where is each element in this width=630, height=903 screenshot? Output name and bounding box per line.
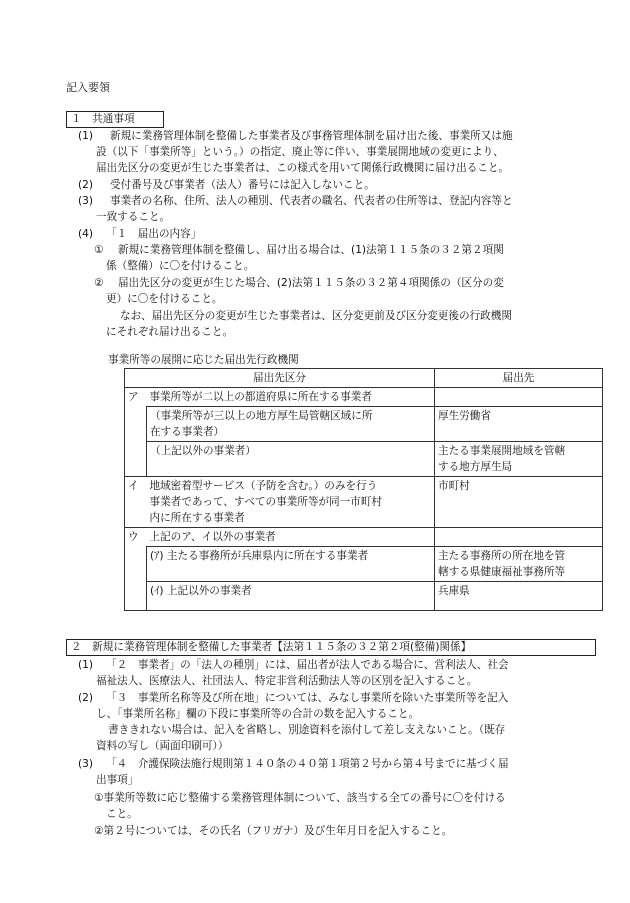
table-row-a2 bbox=[125, 442, 603, 477]
row-a1-spacer bbox=[125, 407, 147, 442]
s1-note-line1: なお、届出先区分の変更が生じた事業者は、区分変更前及び区分変更後の行政機関 bbox=[120, 310, 512, 322]
row-a2-dest-line2: する地方厚生局 bbox=[438, 461, 513, 473]
row-u2-dest: 兵庫県 bbox=[435, 582, 603, 611]
s2-note-line2: 資料の写し（両面印刷可）） bbox=[96, 740, 229, 752]
row-a2-spacer bbox=[125, 442, 147, 477]
s1-item1-line2: 設（以下「事業所等」という。）の指定、廃止等に伴い、事業展開地域の変更により、 bbox=[96, 146, 504, 158]
s1-note-line2: にそれぞれ届け出ること。 bbox=[106, 326, 234, 338]
s1-item2-num: (2) bbox=[78, 179, 94, 191]
document-title: 記入要領 bbox=[66, 81, 110, 94]
s2-item1-num: (1) bbox=[78, 659, 94, 671]
row-i-text bbox=[147, 477, 435, 528]
row-i-text-line3: 内に所在する事業者 bbox=[149, 512, 245, 524]
s1-sub1-num: ① bbox=[94, 244, 104, 256]
s2-item1-line2: 福祉法人、医療法人、社団法人、特定非営利活動法人等の区別を記入すること。 bbox=[96, 675, 478, 687]
s2-sub-line1: ①事業所等数に応じ整備する業務管理体制について、該当する全ての番号に〇を付ける bbox=[94, 792, 506, 804]
row-a1-dest: 厚生労働省 bbox=[435, 407, 603, 442]
s2-item2-line2: し、「事業所名称」欄の下段に事業所等の合計の数を記入すること。 bbox=[96, 708, 420, 720]
row-a2-dest-line1: 主たる事業展開地域を管轄 bbox=[438, 445, 566, 457]
s2-item3-line2: 出事項」 bbox=[96, 774, 139, 786]
s1-sub1-line1: 新規に業務管理体制を整備し、届け出る場合は、(1)法第１１５条の３２第２項関 bbox=[118, 244, 504, 256]
row-u1-dest bbox=[435, 547, 603, 582]
s1-item3-num: (3) bbox=[78, 195, 94, 207]
table-caption: 事業所等の展開に応じた届出先行政機関 bbox=[108, 354, 299, 366]
s1-item4-num: (4) bbox=[78, 228, 94, 240]
row-u2-text: (ｲ) 上記以外の事業者 bbox=[147, 582, 435, 611]
row-u-text: 上記のア、イ以外の事業者 bbox=[147, 528, 435, 547]
s1-item1-line1: 新規に業務管理体制を整備した事業者及び事務管理体制を届け出た後、事業所又は施 bbox=[110, 130, 513, 142]
s1-item3-line2: 一致すること。 bbox=[96, 211, 171, 223]
table-row-i bbox=[125, 477, 603, 528]
row-u1-spacer bbox=[125, 547, 147, 582]
section1-heading: １ 共通事項 bbox=[71, 113, 135, 125]
row-u-label: ウ bbox=[125, 528, 147, 547]
row-a2-dest bbox=[435, 442, 603, 477]
destination-table bbox=[124, 368, 603, 611]
section2-heading: ２ 新規に業務管理体制を整備した事業者【法第１１５条の３２第２項(整備)関係】 bbox=[71, 641, 472, 653]
row-a1-text bbox=[147, 407, 435, 442]
s1-item4-line1: 「１ 届出の内容」 bbox=[106, 228, 202, 240]
table-row-a1 bbox=[125, 407, 603, 442]
section2-heading-box bbox=[66, 639, 596, 656]
row-a-text: 事業所等が二以上の都道府県に所在する事業者 bbox=[147, 388, 435, 407]
row-i-text-line1: 地域密着型サービス（予防を含む。）のみを行う bbox=[149, 480, 378, 492]
s2-note-line1: 書ききれない場合は、記入を省略し、別途資料を添付して差し支えないこと。（既存 bbox=[108, 724, 506, 736]
row-u-dest bbox=[435, 528, 603, 547]
s1-sub2-line2: 更）に〇を付けること。 bbox=[106, 293, 223, 305]
table-row-a bbox=[125, 388, 603, 407]
row-a1-text-line2: 在する事業者） bbox=[150, 426, 225, 438]
s2-item2-line1: 「３ 事業所名称等及び所在地」については、みなし事業所を除いた事業所等を記入 bbox=[106, 692, 509, 704]
s2-item2-num: (2) bbox=[78, 692, 94, 704]
s1-item1-num: (1) bbox=[78, 130, 94, 142]
table-header-row bbox=[125, 369, 603, 388]
header-category: 届出先区分 bbox=[125, 369, 435, 388]
row-a-dest bbox=[435, 388, 603, 407]
table-row-u2 bbox=[125, 582, 603, 611]
row-i-label: イ bbox=[125, 477, 147, 528]
row-a-label: ア bbox=[125, 388, 147, 407]
row-u2-spacer bbox=[125, 582, 147, 611]
header-destination: 届出先 bbox=[435, 369, 603, 388]
s2-item3-line1: 「４ 介護保険法施行規則第１４０条の４０第１項第２号から第４号までに基づく届 bbox=[106, 758, 509, 770]
s2-item1-line1: 「２ 事業者」の「法人の種別」には、届出者が法人である場合に、営利法人、社会 bbox=[106, 659, 509, 671]
table-row-u bbox=[125, 528, 603, 547]
row-a1-text-line1: （事業所等が三以上の地方厚生局管轄区域に所 bbox=[150, 410, 373, 422]
row-u1-text: (ｱ) 主たる事務所が兵庫県内に所在する事業者 bbox=[147, 547, 435, 582]
s2-item3-num: (3) bbox=[78, 758, 94, 770]
section1-heading-box bbox=[66, 111, 164, 128]
row-i-dest: 市町村 bbox=[435, 477, 603, 528]
s1-item2-line1: 受付番号及び事業者（法人）番号には記入しないこと。 bbox=[110, 179, 375, 191]
s1-item1-line3: 届出先区分の変更が生じた事業者は、この様式を用いて関係行政機関に届け出ること。 bbox=[96, 162, 510, 174]
table-row-u1 bbox=[125, 547, 603, 582]
s2-sub-line2: こと。 bbox=[106, 808, 138, 820]
row-i-text-line2: 事業者であって、すべての事業所等が同一市町村 bbox=[149, 496, 383, 508]
s2-sub-line3: ②第２号については、その氏名（フリガナ）及び生年月日を記入すること。 bbox=[94, 825, 453, 837]
row-u1-dest-line1: 主たる事務所の所在地を管 bbox=[438, 550, 566, 562]
s1-sub2-num: ② bbox=[94, 277, 104, 289]
row-a2-text: （上記以外の事業者） bbox=[147, 442, 435, 477]
s1-item3-line1: 事業者の名称、住所、法人の種別、代表者の職名、代表者の住所等は、登記内容等と bbox=[110, 195, 513, 207]
row-u1-dest-line2: 轄する県健康福祉事務所等 bbox=[438, 566, 566, 578]
s1-sub2-line1: 届出先区分の変更が生じた場合、(2)法第１１５条の３２第４項関係の（区分の変 bbox=[118, 277, 504, 289]
s1-sub1-line2: 係（整備）に〇を付けること。 bbox=[106, 260, 255, 272]
